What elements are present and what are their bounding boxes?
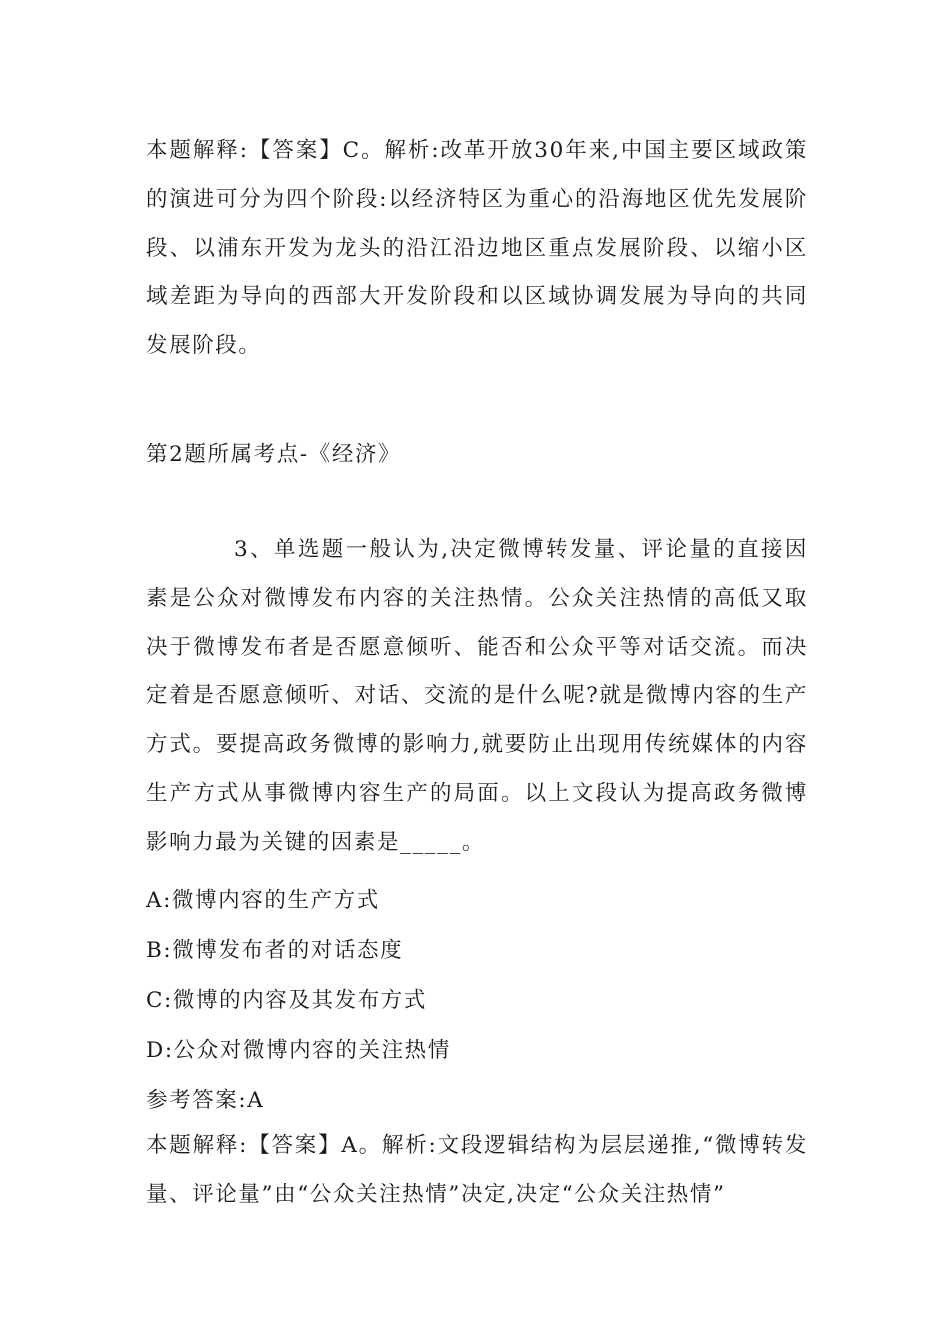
option-d: D:公众对微博内容的关注热情 <box>146 1038 451 1063</box>
reference-answer: 参考答案:A <box>146 1088 265 1113</box>
topic-q2: 第2题所属考点-《经济》 <box>146 442 402 467</box>
option-b: B:微博发布者的对话态度 <box>146 938 404 963</box>
explanation-q3: 本题解释:【答案】A。解析:文段逻辑结构为层层递推,“微博转发量、评论量”由“公众关注热情”决定,决定“公众关注热情” <box>146 1133 808 1207</box>
option-c: C:微博的内容及其发布方式 <box>146 988 427 1013</box>
question-3-stem: 3、单选题一般认为,决定微博转发量、评论量的直接因素是公众对微博发布内容的关注热情。公众关注热情的高低又取决于微博发布者是否愿意倾听、能否和公众平等对话交流。而决定着是否愿意倾听、对话、交流的是什么呢?就是微博内容的生产方式。要提高政务微博的影响力,就要防止出现用传统媒体的内容生产方式从事微博内容生产的局面。以上文段认为提高政务微博影响力最为关键的因素是_____。 <box>146 537 808 855</box>
option-a: A:微博内容的生产方式 <box>146 888 380 913</box>
explanation-q2: 本题解释:【答案】C。解析:改革开放30年来,中国主要区域政策的演进可分为四个阶段:以经济特区为重心的沿海地区优先发展阶段、以浦东开发为龙头的沿江沿边地区重点发展阶段、以缩小区域差距为导向的西部大开发阶段和以区域协调发展为导向的共同发展阶段。 <box>146 138 808 359</box>
